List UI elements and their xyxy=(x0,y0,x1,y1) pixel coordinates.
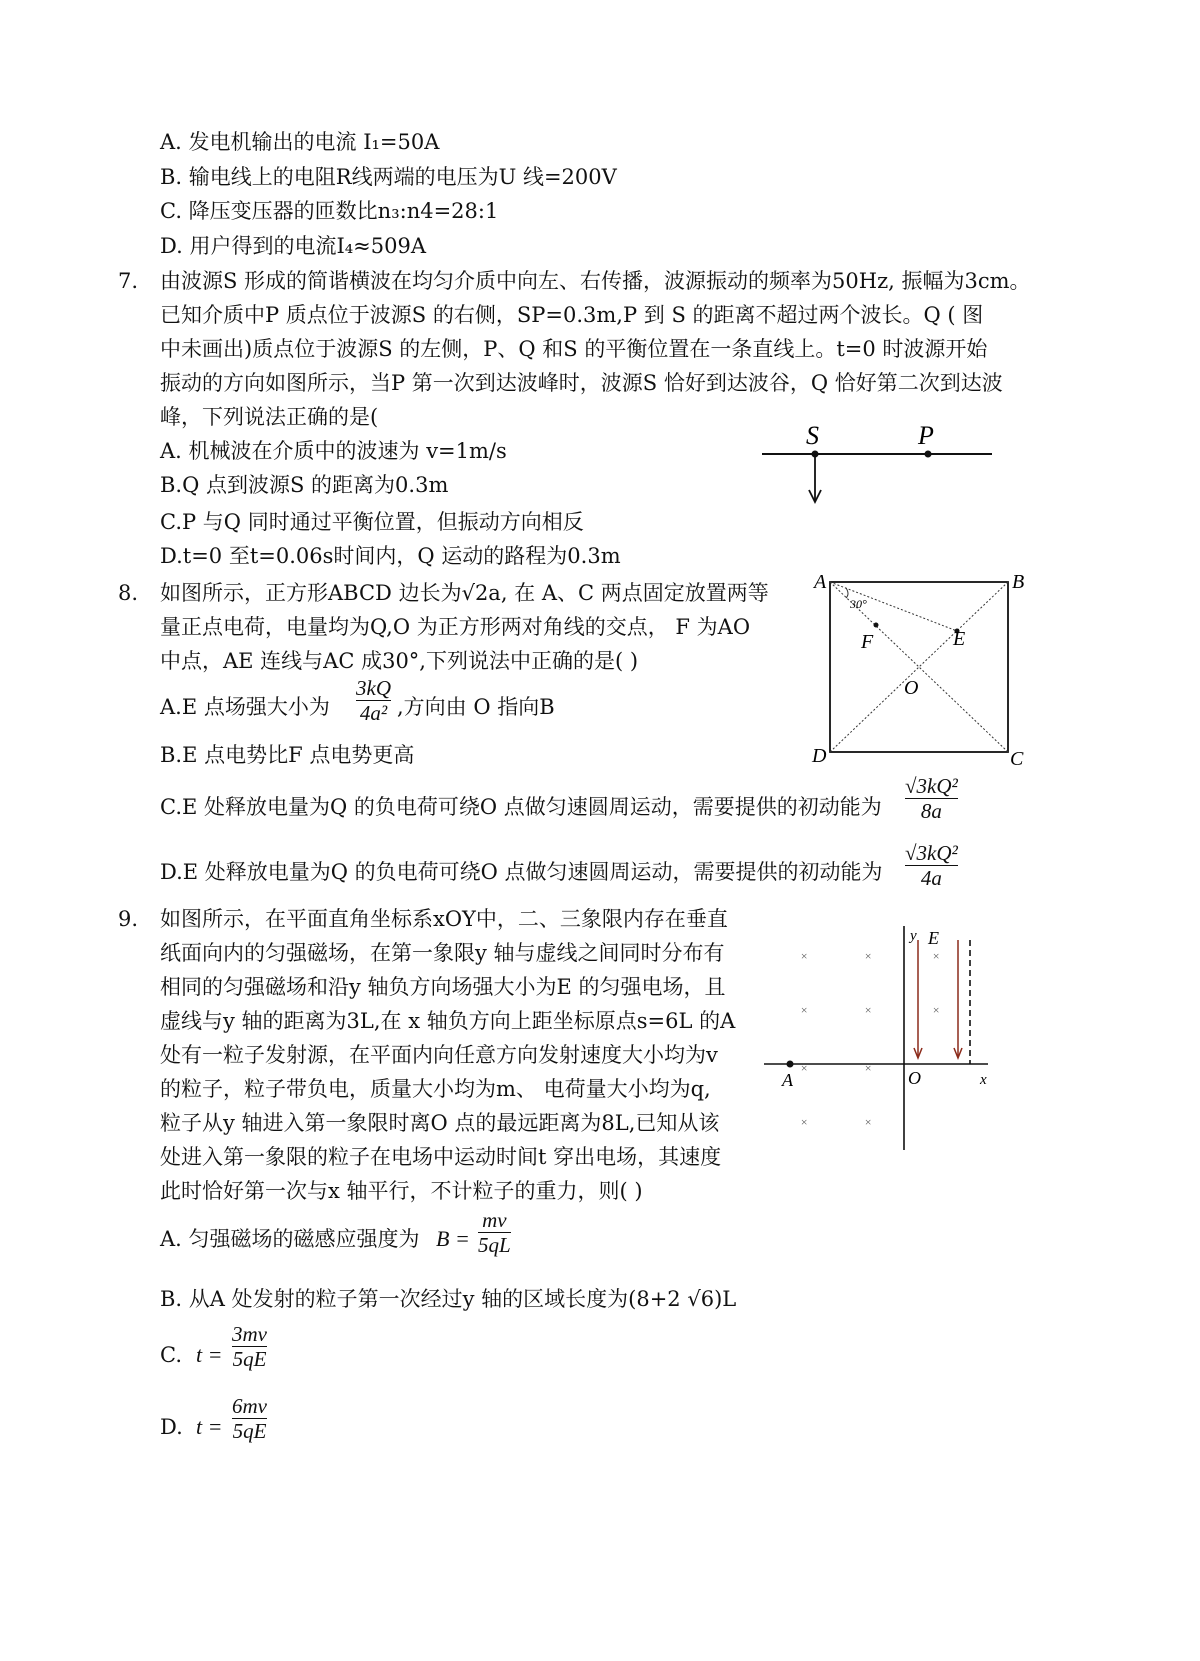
q9-label-a: A xyxy=(782,1070,793,1090)
q7-stem-line: 振动的方向如图所示，当P 第一次到达波峰时，波源S 恰好到达波谷，Q 恰好第二次到达波 xyxy=(160,371,1003,395)
q9-option-a-text: A. 匀强磁场的磁感应强度为 xyxy=(160,1227,420,1251)
fraction-numerator: √3kQ² xyxy=(905,841,958,865)
q8-label-o: O xyxy=(904,677,919,699)
q9-option-d-lhs: t = xyxy=(196,1414,223,1439)
magnetic-field-cross-icon: × xyxy=(800,1061,809,1075)
q9-label-e: E xyxy=(928,928,939,948)
q9-stem-line: 处有一粒子发射源，在平面内向任意方向发射速度大小均为v xyxy=(160,1043,718,1067)
q9-option-c-letter: C. xyxy=(160,1343,182,1367)
q8-option-a-text: A.E 点场强大小为 xyxy=(160,695,330,719)
q6-option-a: A. 发电机输出的电流 I₁=50A xyxy=(160,130,440,154)
q9-stem-line: 此时恰好第一次与x 轴平行，不计粒子的重力，则( ) xyxy=(160,1179,643,1203)
q8-angle-label: 30° xyxy=(850,597,867,611)
q7-stem-line: 已知介质中P 质点位于波源S 的右侧，SP=0.3m,P 到 S 的距离不超过两个波长。Q ( 图 xyxy=(160,303,984,327)
q7-option-a: A. 机械波在介质中的波速为 v=1m/s xyxy=(160,439,507,463)
q7-stem-line: 由波源S 形成的简谐横波在均匀介质中向左、右传播，波源振动的频率为50Hz, 振幅为3cm。 xyxy=(160,269,1031,293)
q6-option-b: B. 输电线上的电阻R线两端的电压为U 线=200V xyxy=(160,165,617,189)
fraction-numerator: mv xyxy=(482,1208,507,1232)
q9-stem-line: 的粒子，粒子带负电，质量大小均为m、 电荷量大小均为q, xyxy=(160,1077,711,1101)
fraction-numerator: 3mv xyxy=(232,1322,267,1346)
q8-number: 8. xyxy=(118,581,139,605)
q9-option-a-fraction xyxy=(478,1208,511,1257)
fraction-denominator: 5qE xyxy=(232,1419,267,1443)
q9-option-d-fraction xyxy=(232,1394,267,1443)
q8-stem-line: 中点，AE 连线与AC 成30°,下列说法中正确的是( ) xyxy=(160,649,639,673)
q9-coordinate-figure xyxy=(760,918,1000,1158)
q6-option-c: C. 降压变压器的匝数比n₃:n4=28:1 xyxy=(160,199,499,223)
magnetic-field-cross-icon: × xyxy=(932,949,941,963)
q7-option-b: B.Q 点到波源S 的距离为0.3m xyxy=(160,473,449,497)
fraction-numerator: √3kQ² xyxy=(905,774,958,798)
q8-option-a-direction: ,方向由 O 指向B xyxy=(397,695,555,719)
magnetic-field-cross-icon: × xyxy=(864,1003,873,1017)
q9-stem-line: 虚线与y 轴的距离为3L,在 x 轴负方向上距坐标原点s=6L 的A xyxy=(160,1009,736,1033)
q7-number: 7. xyxy=(118,269,139,293)
q7-wave-figure xyxy=(760,420,1000,510)
fraction-numerator: 6mv xyxy=(232,1394,267,1418)
q8-stem-line: 量正点电荷，电量均为Q,O 为正方形两对角线的交点， F 为AO xyxy=(160,615,751,639)
q8-label-b: B xyxy=(1012,571,1025,593)
q9-option-a-lhs: B = xyxy=(436,1226,470,1251)
q9-stem-line: 粒子从y 轴进入第一象限时离O 点的最远距离为8L,已知从该 xyxy=(160,1111,720,1135)
q8-label-f: F xyxy=(861,631,874,653)
q9-stem-line: 相同的匀强磁场和沿y 轴负方向场强大小为E 的匀强电场，且 xyxy=(160,975,726,999)
magnetic-field-cross-icon: × xyxy=(864,1115,873,1129)
fraction-numerator: 3kQ xyxy=(356,676,391,700)
magnetic-field-cross-icon: × xyxy=(864,949,873,963)
q8-option-b: B.E 点电势比F 点电势更高 xyxy=(160,743,415,767)
q9-option-b: B. 从A 处发射的粒子第一次经过y 轴的区域长度为(8+2 √6)L xyxy=(160,1287,737,1311)
q8-stem-line: 如图所示，正方形ABCD 边长为√2a, 在 A、C 两点固定放置两等 xyxy=(160,581,769,605)
q8-square-figure xyxy=(806,570,1031,770)
fraction-denominator: 4a² xyxy=(359,701,388,725)
q7-label-p: P xyxy=(918,421,934,450)
q8-label-d: D xyxy=(812,745,827,767)
q9-option-c-fraction xyxy=(232,1322,267,1371)
fraction-denominator: 5qE xyxy=(232,1347,267,1371)
q7-option-c: C.P 与Q 同时通过平衡位置，但振动方向相反 xyxy=(160,510,584,534)
q8-option-a-fraction xyxy=(356,676,391,725)
q9-stem-line: 处进入第一象限的粒子在电场中运动时间t 穿出电场，其速度 xyxy=(160,1145,722,1169)
fraction-denominator: 4a xyxy=(920,866,942,890)
q9-label-o: O xyxy=(908,1068,921,1088)
q8-label-e: E xyxy=(953,628,966,650)
q8-option-c-fraction xyxy=(905,774,958,823)
q9-label-y: y xyxy=(910,928,917,944)
q8-option-d-text: D.E 处释放电量为Q 的负电荷可绕O 点做匀速圆周运动，需要提供的初动能为 xyxy=(160,860,883,884)
q7-stem-line: 中未画出)质点位于波源S 的左侧，P、Q 和S 的平衡位置在一条直线上。t=0 时波源开始 xyxy=(160,337,988,361)
q9-label-x: x xyxy=(980,1072,987,1088)
q7-stem-line: 峰，下列说法正确的是( xyxy=(160,405,379,429)
q9-number: 9. xyxy=(118,907,139,931)
magnetic-field-cross-icon: × xyxy=(800,949,809,963)
magnetic-field-cross-icon: × xyxy=(800,1115,809,1129)
q9-stem-line: 如图所示，在平面直角坐标系xOY中，二、三象限内存在垂直 xyxy=(160,907,728,931)
q7-option-d: D.t=0 至t=0.06s时间内，Q 运动的路程为0.3m xyxy=(160,544,621,568)
q8-option-d-fraction xyxy=(905,841,958,890)
q8-label-c: C xyxy=(1010,748,1024,770)
q8-option-c-text: C.E 处释放电量为Q 的负电荷可绕O 点做匀速圆周运动，需要提供的初动能为 xyxy=(160,795,882,819)
q8-label-a: A xyxy=(814,571,827,593)
q6-option-d: D. 用户得到的电流I₄≈509A xyxy=(160,234,426,258)
magnetic-field-cross-icon: × xyxy=(800,1003,809,1017)
q7-label-s: S xyxy=(806,421,819,450)
q9-stem-line: 纸面向内的匀强磁场，在第一象限y 轴与虚线之间同时分布有 xyxy=(160,941,725,965)
q9-option-d-letter: D. xyxy=(160,1415,183,1439)
q9-option-c-lhs: t = xyxy=(196,1342,223,1367)
magnetic-field-cross-icon: × xyxy=(932,1003,941,1017)
magnetic-field-cross-icon: × xyxy=(864,1061,873,1075)
fraction-denominator: 8a xyxy=(920,799,942,823)
fraction-denominator: 5qL xyxy=(478,1233,511,1257)
